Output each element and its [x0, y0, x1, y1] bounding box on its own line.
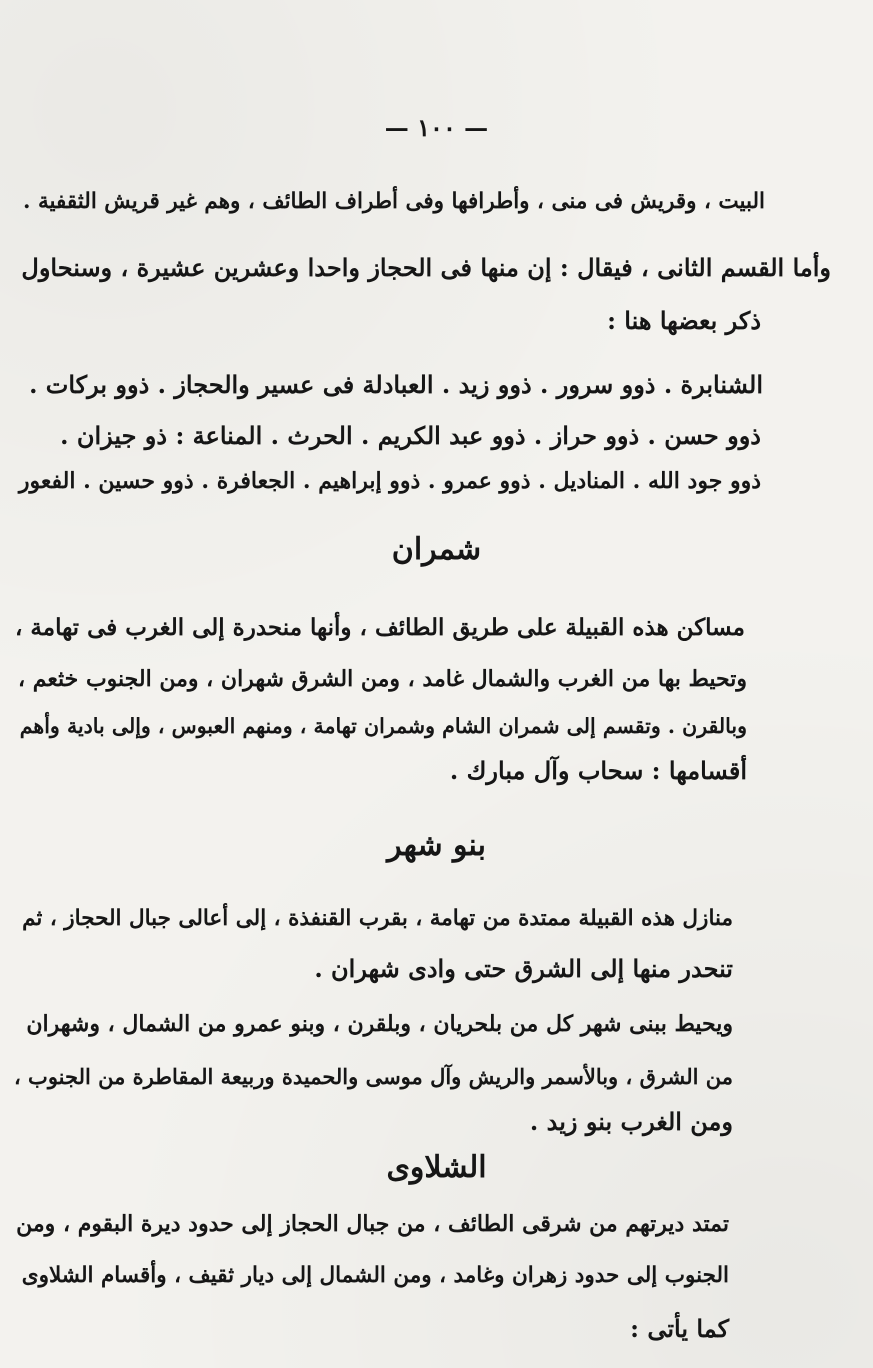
clans-line-1: الشنابرة . ذوو سرور . ذوو زيد . العبادلة فى عسير والحجاز . ذوو بركات . — [29, 370, 763, 399]
shamran-line-2: وتحيط بها من الغرب والشمال غامد ، ومن الشرق شهران ، ومن الجنوب خثعم ، — [18, 666, 747, 692]
section2-line-2: ذكر بعضها هنا : — [607, 306, 761, 335]
shamran-heading: شمران — [391, 532, 482, 567]
page-number: — ١٠٠ — — [384, 113, 489, 142]
shamran-line-4: أقسامها : سحاب وآل مبارك . — [449, 756, 747, 785]
shalawi-line-2: الجنوب إلى حدود زهران وغامد ، ومن الشمال إلى ديار ثقيف ، وأقسام الشلاوى — [21, 1263, 729, 1288]
shamran-line-1: مساكن هذه القبيلة على طريق الطائف ، وأنها منحدرة إلى الغرب فى تهامة ، — [14, 614, 745, 641]
banu-shahr-heading: بنو شهر — [387, 828, 486, 863]
banu-shahr-p1-line-2: تنحدر منها إلى الشرق حتى وادى شهران . — [314, 954, 733, 983]
shalawi-line-1: تمتد ديرتهم من شرقى الطائف ، من جبال الحجاز إلى حدود ديرة البقوم ، ومن — [16, 1211, 729, 1237]
banu-shahr-p1-line-1: منازل هذه القبيلة ممتدة من تهامة ، بقرب القنفذة ، إلى أعالى جبال الحجاز ، ثم — [22, 906, 733, 931]
intro-line-1: البيت ، وقريش فى منى ، وأطرافها وفى أطراف الطائف ، وهم غير قريش الثقفية . — [23, 189, 765, 214]
section2-line-1: وأما القسم الثانى ، فيقال : إن منها فى الحجاز واحدا وعشرين عشيرة ، وسنحاول — [21, 253, 831, 282]
banu-shahr-p2-line-3: ومن الغرب بنو زيد . — [529, 1107, 733, 1136]
banu-shahr-p2-line-1: ويحيط ببنى شهر كل من بلحريان ، وبلقرن ، وبنو عمرو من الشمال ، وشهران — [26, 1011, 733, 1037]
shamran-line-3: وبالقرن . وتقسم إلى شمران الشام وشمران تهامة ، ومنهم العبوس ، وإلى بادية وأهم — [19, 714, 747, 738]
clans-line-2: ذوو حسن . ذوو حراز . ذوو عبد الكريم . الحرث . المناعة : ذو جيزان . — [60, 421, 761, 450]
clans-line-3: ذوو جود الله . المناديل . ذوو عمرو . ذوو إبراهيم . الجعافرة . ذوو حسين . الفعور — [18, 468, 761, 494]
banu-shahr-p2-line-2: من الشرق ، وبالأسمر والريش وآل موسى والحميدة وربيعة المقاطرة من الجنوب ، — [13, 1064, 733, 1089]
shalawi-heading: الشلاوى — [386, 1150, 487, 1185]
shalawi-line-3: كما يأتى : — [630, 1314, 729, 1343]
